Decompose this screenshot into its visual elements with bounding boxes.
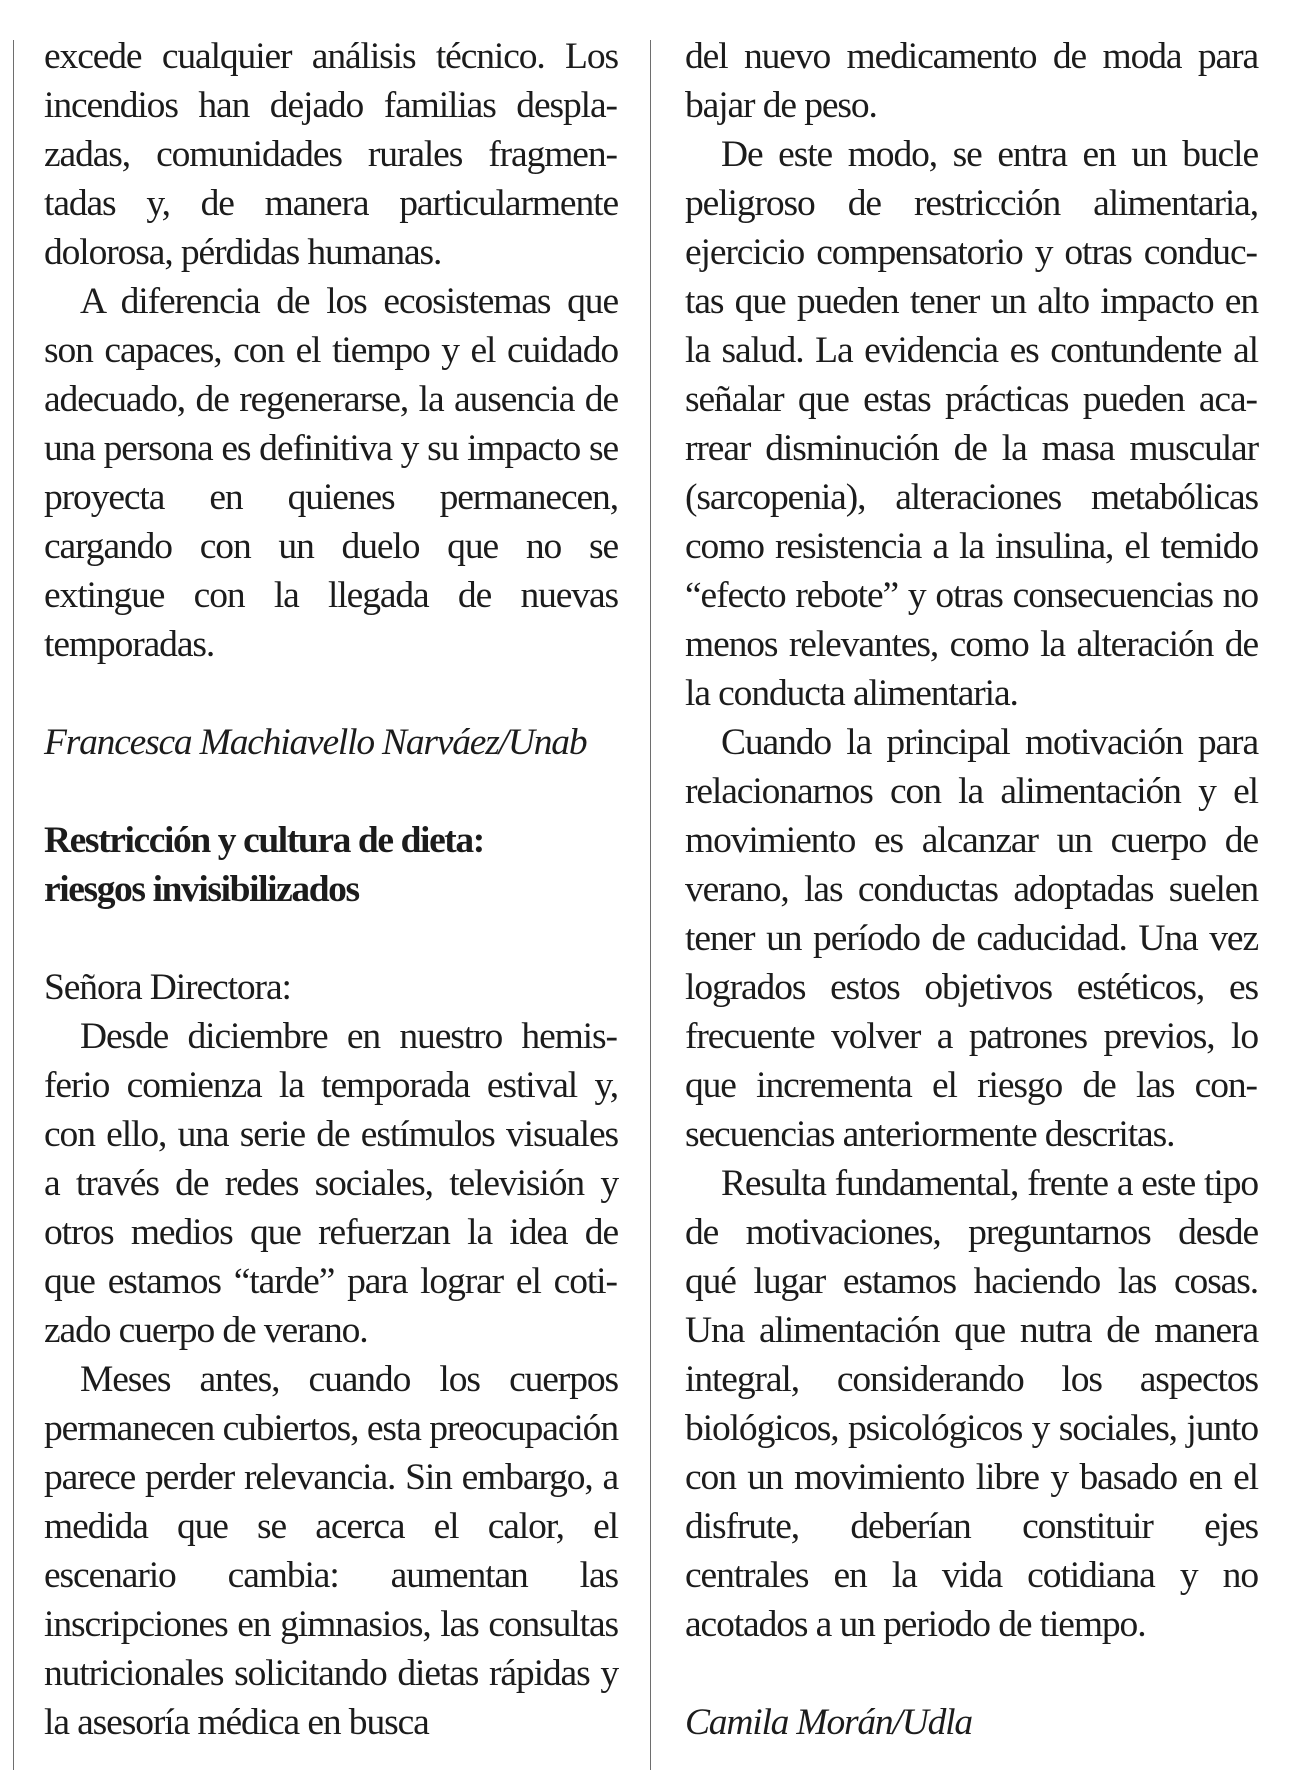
left-column xyxy=(44,32,618,1747)
letter2-paragraph-3: De este modo, se entra en un bucle peligroso de restricción alimentaria, ejercicio compensatorio y otras conductas que pueden tener un alto impacto en la salud. La evidencia es contundente al señalar que estas prácticas pueden acarrear disminución de la masa muscular (sarcopenia), alteraciones metabólicas como resistencia a la insulina, el temido “efecto rebote” y otras consecuencias no menos relevantes, como la alteración de la conducta alimentaria. xyxy=(685,134,1258,714)
right-column xyxy=(685,32,1258,1747)
letter2-headline-line1: Restricción y cultura de dieta: xyxy=(44,820,484,861)
left-column-rule xyxy=(13,40,14,1770)
letter2-headline xyxy=(44,816,618,914)
letter2-signature: Camila Morán/Udla xyxy=(685,1702,972,1743)
letter1-paragraph-2: A diferencia de los ecosistemas que son capaces, con el tiempo y el cuidado adecuado, de regenerarse, la ausencia de una persona es definitiva y su impacto se proyecta en quienes permanecen, cargando con un duelo que no se extingue con la llegada de nuevas temporadas. xyxy=(44,281,618,665)
letter1-signature: Francesca Machiavello Narváez/Unab xyxy=(44,722,587,763)
letter2-paragraph-2-part1: Meses antes, cuando los cuerpos permanecen cubiertos, esta preocupación parece perder relevancia. Sin embargo, a medida que se acerca el calor, el escenario cambia: aumentan las inscripciones en gimnasios, las consultas nutricionales solicitando dietas rápidas y la asesoría médica en busca xyxy=(44,1359,618,1743)
letter2-paragraph-4: Cuando la principal motivación para relacionarnos con la alimentación y el movimiento es alcanzar un cuerpo de verano, las conductas adoptadas suelen tener un período de caducidad. Una vez logrados estos objetivos estéticos, es frecuente volver a patrones previos, lo que incrementa el riesgo de las consecuencias anteriormente descritas. xyxy=(685,722,1258,1155)
letter2-paragraph-1: Desde diciembre en nuestro hemisferio comienza la temporada estival y, con ello, una serie de estímulos visuales a través de redes sociales, televisión y otros medios que refuerzan la idea de que estamos “tarde” para lograr el cotizado cuerpo de verano. xyxy=(44,1016,618,1351)
letter2-paragraph-2-part2: del nuevo medicamento de moda para bajar de peso. xyxy=(685,36,1258,126)
letter2-paragraph-5: Resulta fundamental, frente a este tipo de motivaciones, preguntarnos desde qué lugar estamos haciendo las cosas. Una alimentación que nutra de manera integral, considerando los aspectos biológicos, psicológicos y sociales, junto con un movimiento libre y basado en el disfrute, deberían constituir ejes centrales en la vida cotidiana y no acotados a un periodo de tiempo. xyxy=(685,1163,1258,1645)
letter1-paragraph-end: excede cualquier análisis técnico. Los incendios han dejado familias desplazadas, comunidades rurales fragmentadas y, de manera particularmente dolorosa, pérdidas humanas. xyxy=(44,36,618,273)
letter2-salutation: Señora Directora: xyxy=(44,967,291,1008)
column-divider-rule xyxy=(650,40,651,1770)
letter2-headline-line2: riesgos invisibilizados xyxy=(44,869,359,910)
